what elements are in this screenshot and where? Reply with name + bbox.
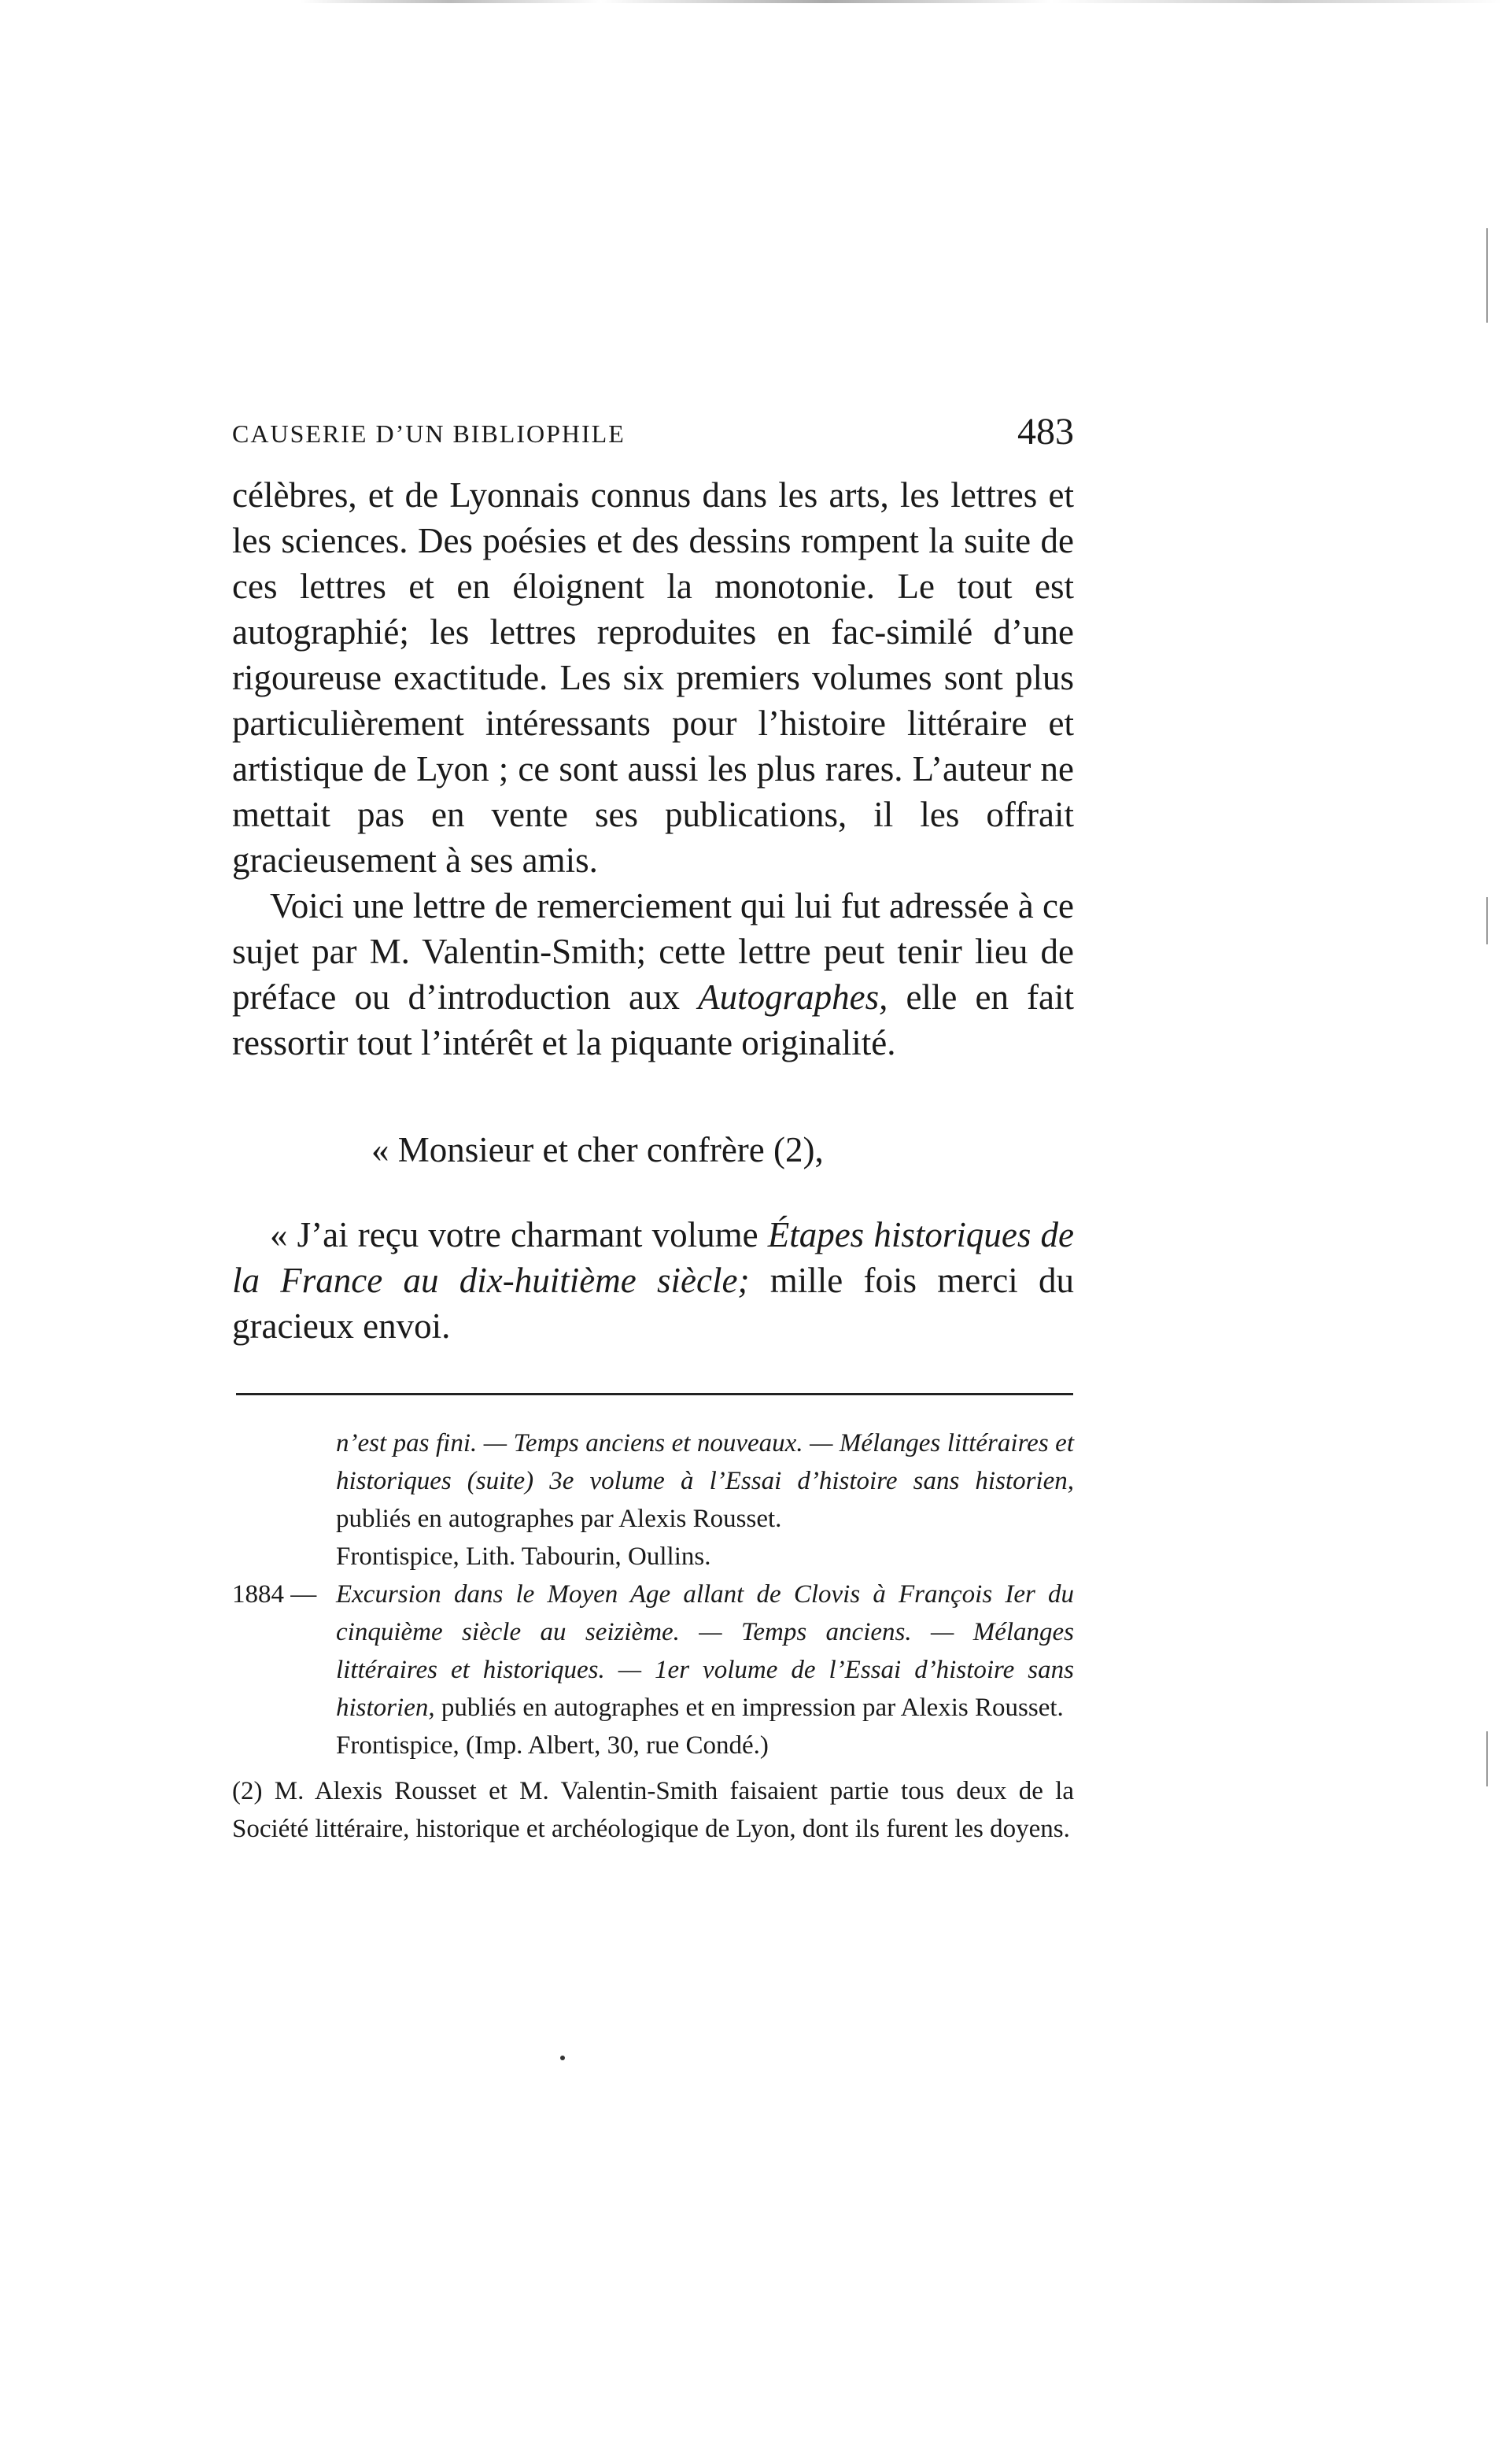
ink-speck: [560, 2056, 565, 2060]
paragraph-1: célèbres, et de Lyonnais connus dans les arts, les lettres et les sciences. Des poésies et des dessins rompent la suite de ces lettres et en éloignent la monotonie. Le tout est autographié; les lettres reproduites en fac-similé d’une rigoureuse exactitude. Les six premiers volumes sont plus particulièrement intéressants pour l’histoire littéraire et artistique de Lyon ; ce sont aussi les plus rares. L’auteur ne mettait pas en vente ses publications, il les offrait gracieusement à ses amis.: [232, 475, 1074, 880]
main-text: [232, 472, 1074, 1066]
letter-salutation: « Monsieur et cher confrère (2),: [371, 1130, 824, 1169]
scan-edge-line: [0, 0, 1502, 3]
page-number: 483: [1017, 411, 1074, 453]
paragraph-2-end: elle en fait ressortir tout l’intérêt et la piquante originalité.: [232, 977, 1075, 1062]
footnote-continuation-roman: publiés en autographes par Alexis Rousset.: [336, 1505, 782, 1533]
letter-opening: [232, 1212, 1074, 1349]
entry-1884-text: [336, 1576, 1074, 1727]
letter-open-text: « J’ai reçu votre charmant volume: [270, 1215, 768, 1254]
footnotes: [232, 1424, 1074, 1848]
footnote-continuation-text: [336, 1424, 1074, 1538]
frontispiece-1: Frontispice, Lith. Tabourin, Oullins.: [336, 1542, 711, 1571]
running-title: CAUSERIE D’UN BIBLIOPHILE: [232, 419, 626, 448]
scan-margin-mark: [1486, 1731, 1488, 1786]
entry-1884-roman: publiés en autographes et en impression par Alexis Rousset.: [434, 1694, 1064, 1722]
page-header: [232, 403, 1074, 458]
letter-close-text: mille fois merci du gracieux envoi.: [232, 1261, 1074, 1346]
footnote-continuation: [232, 1424, 1074, 1576]
frontispiece-2: Frontispice, (Imp. Albert, 30, rue Condé.): [336, 1731, 769, 1760]
footnote-rule: [236, 1393, 1073, 1395]
paragraph-2-start: Voici une lettre de remerciement qui lui fut adressée à ce sujet par M. Valentin-Smith; cette lettre peut tenir lieu de préface ou d’introduction aux: [232, 886, 1074, 1017]
entry-1884-italic: Excursion dans le Moyen Age allant de Clovis à François Ier du cinquième siècle au seizième. — Temps anciens. — Mélanges littéraires et historiques. — 1er volume de l’Essai d’histoire sans historien,: [336, 1580, 1074, 1722]
scan-margin-mark: [1486, 228, 1488, 323]
footnote-2-number: (2): [232, 1777, 263, 1805]
footnote-1884: [232, 1576, 1074, 1764]
autographes-title: Autographes,: [698, 977, 888, 1017]
scan-margin-mark: [1486, 897, 1488, 944]
year-1884: 1884 —: [232, 1580, 317, 1609]
book-title: Étapes historiques de la France au dix-huitième siècle;: [232, 1215, 1074, 1300]
footnote-continuation-italic: n’est pas fini. — Temps anciens et nouveaux. — Mélanges littéraires et historiques (suite) 3e volume à l’Essai d’histoire sans historien,: [336, 1429, 1074, 1495]
footnote-2: [232, 1772, 1074, 1848]
footnote-2-text: M. Alexis Rousset et M. Valentin-Smith faisaient partie tous deux de la Société littéraire, historique et archéologique de Lyon, dont ils furent les doyens.: [232, 1777, 1074, 1843]
paragraph-2: [232, 883, 1074, 1066]
